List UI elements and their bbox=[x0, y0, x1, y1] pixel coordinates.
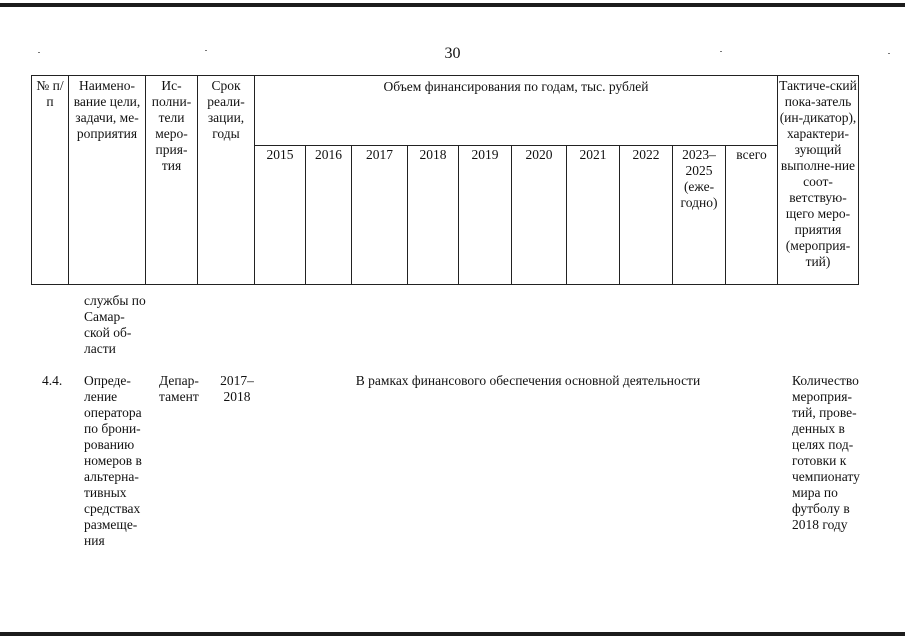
header-year-2021: 2021 bbox=[567, 146, 620, 285]
header-name: Наимено-вание цели, задачи, ме-роприятия bbox=[69, 76, 146, 285]
header-year-2015: 2015 bbox=[255, 146, 306, 285]
header-financing: Объем финансирования по годам, тыс. рублей bbox=[255, 76, 778, 146]
scan-speck bbox=[38, 52, 40, 53]
header-executors: Ис-полни-тели меро-прия-тия bbox=[146, 76, 198, 285]
scan-speck bbox=[888, 53, 890, 54]
header-total: всего bbox=[726, 146, 778, 285]
scan-bottom-edge bbox=[0, 632, 905, 636]
header-year-2022: 2022 bbox=[620, 146, 673, 285]
scan-speck bbox=[720, 51, 722, 52]
header-year-2020: 2020 bbox=[512, 146, 567, 285]
header-year-2019: 2019 bbox=[459, 146, 512, 285]
header-num: № п/п bbox=[32, 76, 69, 285]
header-year-2016: 2016 bbox=[306, 146, 352, 285]
header-year-2023-2025: 2023–2025 (еже-годно) bbox=[673, 146, 726, 285]
page-number: 30 bbox=[444, 45, 461, 62]
row-4-4-term: 2017–2018 bbox=[220, 373, 254, 404]
row-4-4-executor: Депар-тамент bbox=[159, 373, 199, 404]
header-year-2017: 2017 bbox=[352, 146, 408, 285]
header-indicator: Тактиче-ский пока-затель (ин-дикатор), характери-зующий выполне-ние соот-ветствую-щего меро-приятия (мероприя-тий) bbox=[778, 76, 859, 285]
continuation-text: службы по Самар-ской об-ласти bbox=[84, 293, 146, 356]
row-4-4-indicator: Количество мероприя-тий, прове-денных в целях под-готовки к чемпионату мира по футболу в 2018 году bbox=[792, 373, 860, 532]
row-4-4-financing: В рамках финансового обеспечения основной деятельности bbox=[355, 373, 701, 388]
financing-table-header bbox=[31, 75, 859, 285]
row-4-4-num: 4.4. bbox=[42, 373, 63, 388]
scan-top-edge bbox=[0, 3, 905, 7]
scan-speck bbox=[205, 50, 207, 51]
row-4-4-name: Опреде-ление оператора по брони-рованию номеров в альтерна-тивных средствах размеще-ния bbox=[84, 373, 142, 548]
header-year-2018: 2018 bbox=[408, 146, 459, 285]
header-term: Срок реали-зации, годы bbox=[198, 76, 255, 285]
